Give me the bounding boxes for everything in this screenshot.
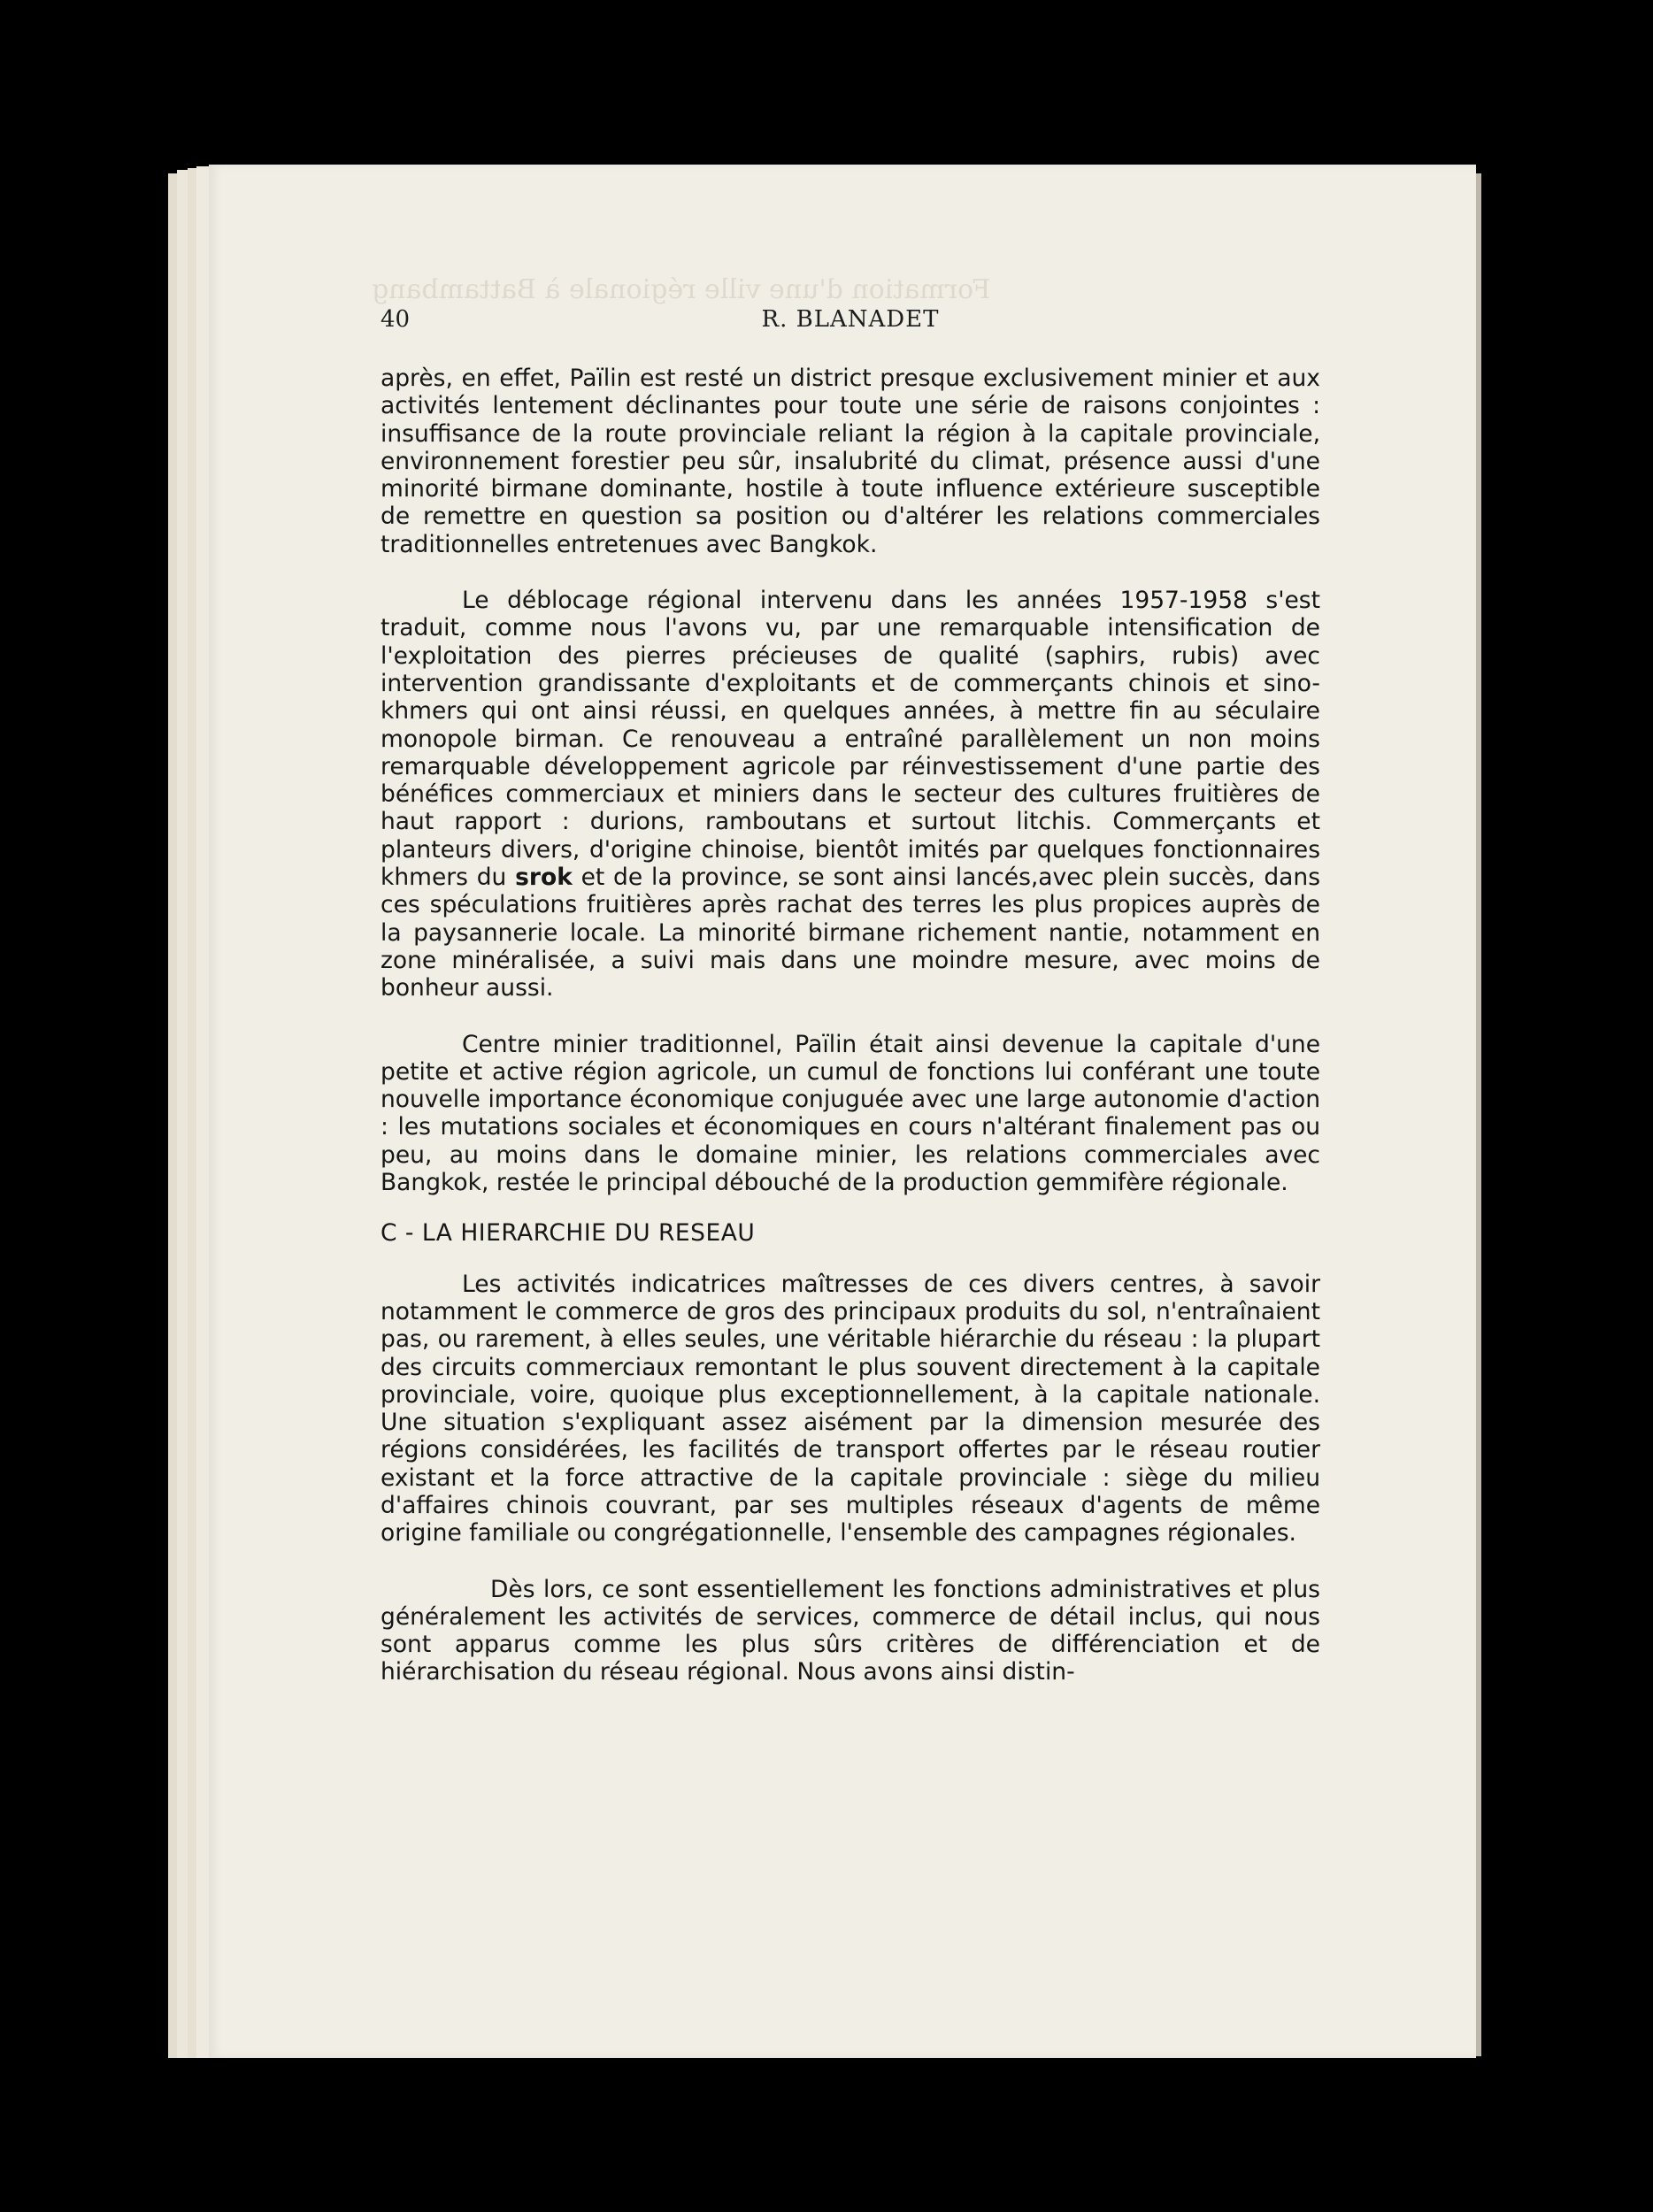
paragraph: Centre minier traditionnel, Païlin était ainsi devenue la capitale d'une petite et active région agricole, un cumul de fonctions lui conférant une toute nouvelle importance économique conjuguée avec une large autonomie d'action : les mutations sociales et économiques en cours n'altérant finalement pas ou peu, au moins dans le domaine minier, les relations commerciales avec Bangkok, restée le principal débouché de la production gemmifère régionale.	[381, 1030, 1320, 1197]
page-number: 40	[381, 306, 411, 333]
paragraph-text: et de la province, se sont ainsi lancés,avec plein succès, dans ces spéculations fruitières après rachat des terres les plus propices auprès de la paysannerie locale. La minorité birmane richement nantie, notamment en zone minéralisée, a suivi mais dans une moindre mesure, avec moins de bonheur aussi.	[381, 864, 1320, 1002]
bleed-through-text: Formation d'une ville régionale à Battambang	[372, 274, 991, 305]
paragraph-text: Le déblocage régional intervenu dans les années 1957-1958 s'est traduit, comme nous l'avons vu, par une remarquable intensification de l'exploitation des pierres précieuses de qualité (saphirs, rubis) avec intervention grandissante d'exploitants et de commerçants chinois et sino-khmers qui ont ainsi réussi, en quelques années, à mettre fin au séculaire monopole birman. Ce renouveau a entraîné parallèlement un non moins remarquable développement agricole par réinvestissement d'une partie des bénéfices commerciaux et miniers dans le secteur des cultures fruitières de haut rapport : durions, ramboutans et surtout litchis. Commerçants et planteurs divers, d'origine chinoise, bientôt imités par quelques fonctionnaires khmers du	[381, 587, 1320, 892]
body-text	[381, 365, 1320, 1686]
running-head: R. BLANADET	[761, 306, 940, 333]
paragraph	[381, 587, 1320, 1002]
page-header	[381, 306, 1320, 342]
paragraph: après, en effet, Païlin est resté un district presque exclusivement minier et aux activités lentement déclinantes pour toute une série de raisons conjointes : insuffisance de la route provinciale reliant la région à la capitale provinciale, environnement forestier peu sûr, insalubrité du climat, présence aussi d'une minorité birmane dominante, hostile à toute influence extérieure susceptible de remettre en question sa position ou d'altérer les relations commerciales traditionnelles entretenues avec Bangkok.	[381, 365, 1320, 558]
section-heading: C - LA HIERARCHIE DU RESEAU	[381, 1219, 756, 1248]
paragraph: Dès lors, ce sont essentiellement les fonctions administratives et plus généralement les activités de services, commerce de détail inclus, qui nous sont apparus comme les plus sûrs critères de différenciation et de hiérarchisation du réseau régional. Nous avons ainsi distin-	[381, 1575, 1320, 1686]
paragraph: Les activités indicatrices maîtresses de ces divers centres, à savoir notamment le commerce de gros des principaux produits du sol, n'entraînaient pas, ou rarement, à elles seules, une véritable hiérarchie du réseau : la plupart des circuits commerciaux remontant le plus souvent directement à la capitale provinciale, voire, quoique plus exceptionnellement, à la capitale nationale. Une situation s'expliquant assez aisément par la dimension mesurée des régions considérées, les facilités de transport offertes par le réseau routier existant et la force attractive de la capitale provinciale : siège du milieu d'affaires chinois couvrant, par ses multiples réseaux d'agents de même origine familiale ou congrégationnelle, l'ensemble des campagnes régionales.	[381, 1270, 1320, 1548]
emphasis-term: srok	[515, 864, 573, 892]
